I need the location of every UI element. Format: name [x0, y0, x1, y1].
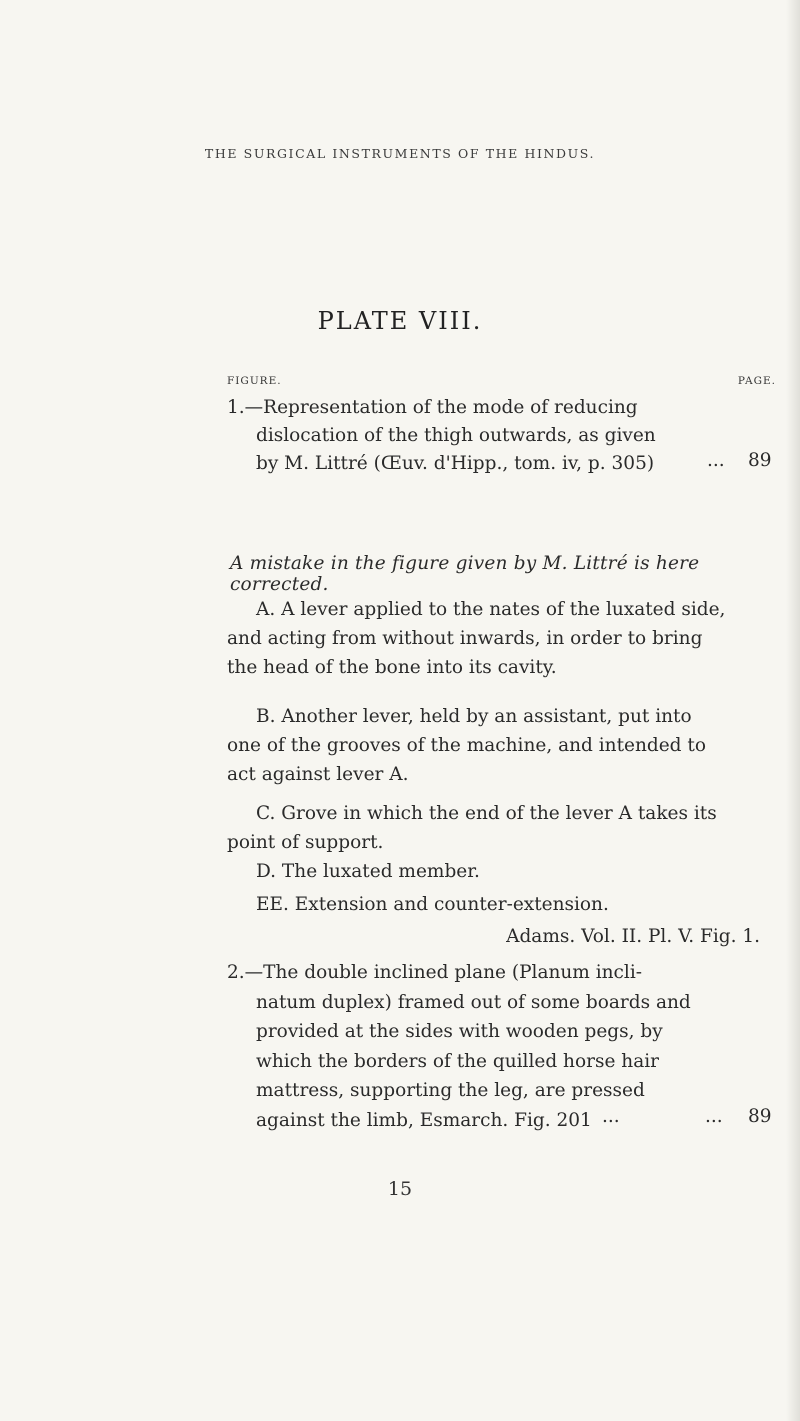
entry-2-text: 2.—The double inclined plane (Planum incli- natum duplex) framed out of some boards and provided at the sides with wooden pegs, by which the borders of the quilled horse hair mattress, supporting the leg, are pressed against the limb, Esmarch. Fig. 201: [227, 962, 691, 1131]
figure-column-heading: FIGURE.: [227, 375, 282, 387]
legend-a: A. A lever applied to the nates of the luxated side, and acting from without inwards, in order to bring the head of the bone into its cavity.: [227, 599, 726, 678]
entry-2-page: 89: [748, 1106, 772, 1127]
entry-1-line-1: 1.—Representation of the mode of reducing: [227, 397, 638, 418]
entry-1-line-2: dislocation of the thigh outwards, as given: [256, 425, 656, 446]
entry-1-line-3: by M. Littré (Œuv. d'Hipp., tom. iv, p. 305): [256, 453, 655, 474]
plate-title: PLATE VIII.: [317, 307, 483, 335]
legend-b: B. Another lever, held by an assistant, put into one of the grooves of the machine, and intended to act against lever A.: [227, 706, 706, 785]
page-edge-shadow: [786, 0, 800, 1421]
entry-2-leader-2: ...: [705, 1106, 723, 1127]
reference: Adams. Vol. II. Pl. V. Fig. 1.: [506, 926, 760, 947]
legend-c: C. Grove in which the end of the lever A takes its point of support.: [227, 803, 717, 853]
page-number: 15: [387, 1178, 413, 1200]
entry-1-page: 89: [748, 450, 772, 471]
legend-ee: EE. Extension and counter-extension.: [256, 894, 609, 915]
running-head: THE SURGICAL INSTRUMENTS OF THE HINDUS.: [204, 146, 596, 161]
entry-2-leader-1: ...: [602, 1106, 620, 1127]
legend-d: D. The luxated member.: [256, 861, 480, 882]
page-column-heading: PAGE.: [737, 375, 776, 387]
entry-1-leader: ...: [707, 450, 725, 471]
correction-note: A mistake in the figure given by M. Littré is here corrected.: [230, 553, 700, 595]
